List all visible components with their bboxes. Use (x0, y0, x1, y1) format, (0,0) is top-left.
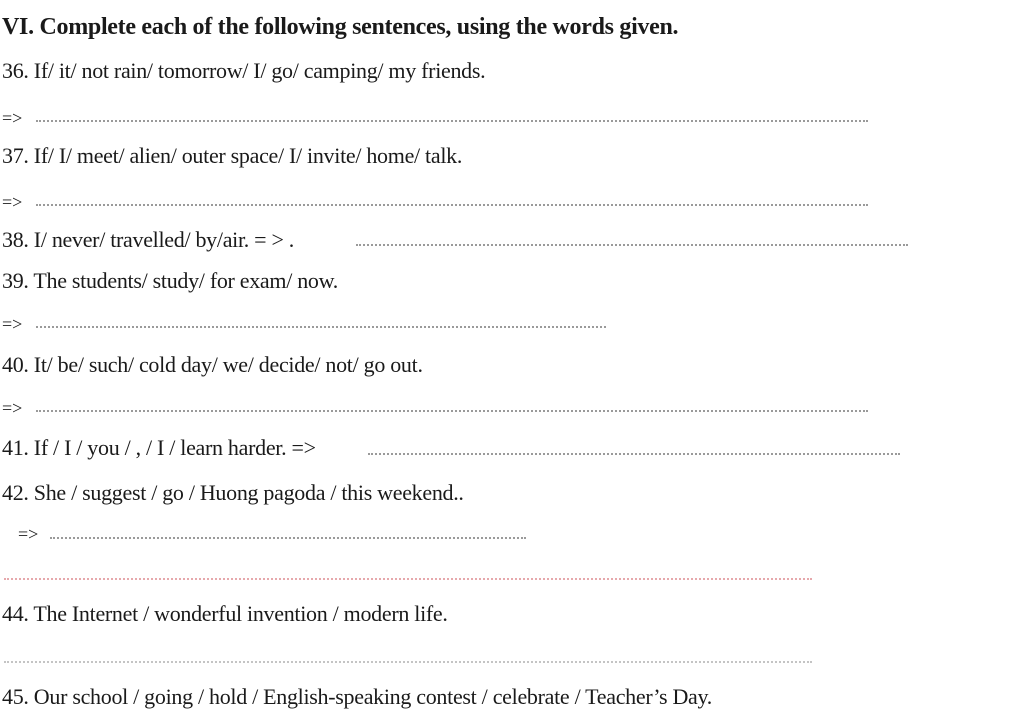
answer-line-38[interactable] (356, 244, 908, 246)
answer-line-39[interactable] (36, 326, 606, 328)
question-36: 36. If/ it/ not rain/ tomorrow/ I/ go/ camping/ my friends. (2, 58, 486, 83)
answer-arrow-42: => (18, 524, 39, 544)
question-44: 44. The Internet / wonderful invention / modern life. (2, 601, 448, 626)
question-38: 38. I/ never/ travelled/ by/air. = > . (2, 227, 294, 252)
answer-line-42[interactable] (50, 537, 526, 539)
answer-line-40[interactable] (36, 410, 868, 412)
answer-arrow-36: => (2, 108, 23, 128)
answer-line-36[interactable] (36, 120, 868, 122)
answer-arrow-39: => (2, 314, 23, 334)
question-41: 41. If / I / you / , / I / learn harder. => (2, 435, 316, 460)
question-42: 42. She / suggest / go / Huong pagoda / this weekend.. (2, 480, 464, 505)
question-39: 39. The students/ study/ for exam/ now. (2, 268, 338, 293)
answer-arrow-37: => (2, 192, 23, 212)
answer-line-37[interactable] (36, 204, 868, 206)
answer-line-44[interactable] (4, 661, 812, 663)
answer-arrow-40: => (2, 398, 23, 418)
answer-line-43[interactable] (4, 578, 812, 580)
question-40: 40. It/ be/ such/ cold day/ we/ decide/ not/ go out. (2, 352, 423, 377)
exercise-title: VI. Complete each of the following sentences, using the words given. (2, 14, 679, 40)
answer-line-41[interactable] (368, 453, 900, 455)
question-37: 37. If/ I/ meet/ alien/ outer space/ I/ invite/ home/ talk. (2, 143, 463, 168)
question-45: 45. Our school / going / hold / English-speaking contest / celebrate / Teacher’s Day. (2, 684, 712, 709)
